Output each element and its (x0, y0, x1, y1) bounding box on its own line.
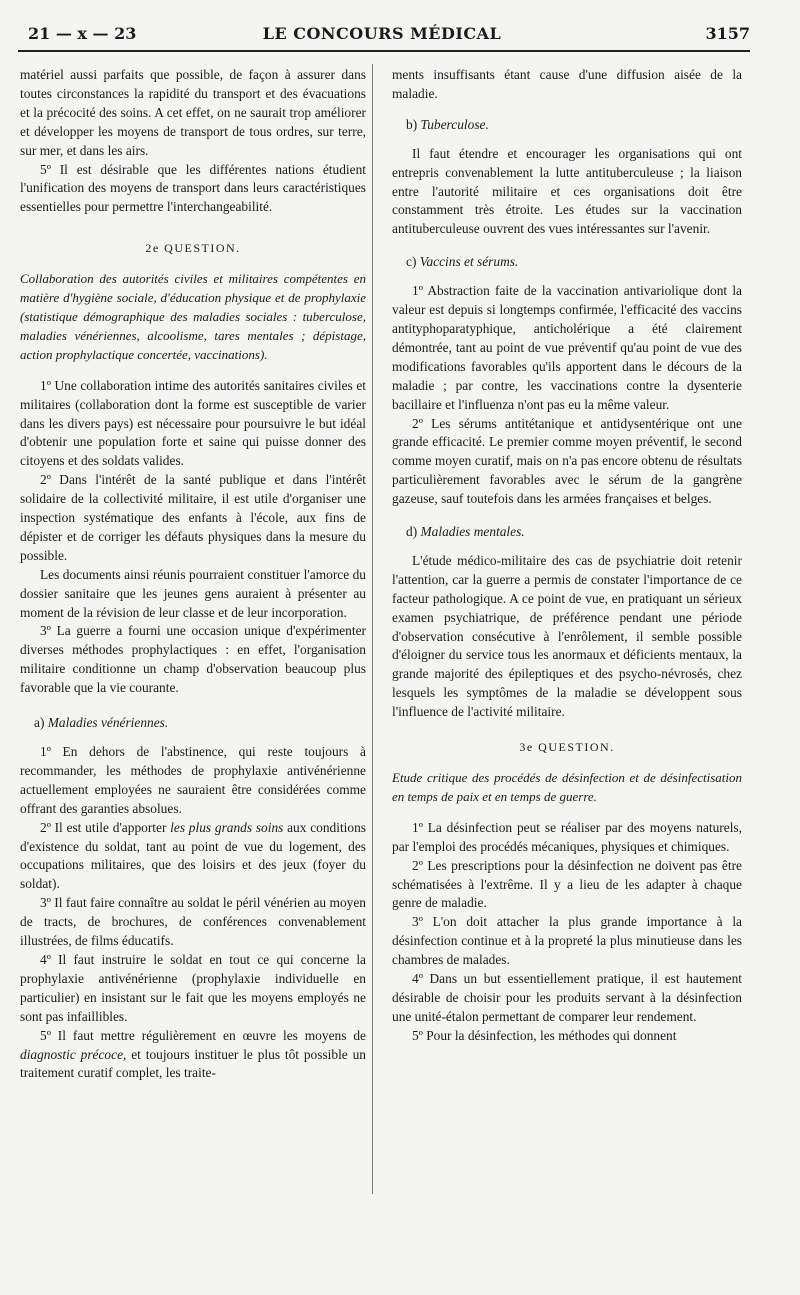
paragraph: matériel aussi parfaits que possible, de façon à assurer dans toutes circonstances la rapidité du transport et des évacuations et la précocité des soins. A cet effet, on ne saurait trop améliorer et développer les moyens de transport de tous ordres, sur terre, sur mer, et dans les airs. (20, 67, 366, 158)
italic-run: diagnostic précoce (20, 1046, 124, 1062)
paragraph: 1º Abstraction faite de la vaccination antivariolique dont la valeur est depuis si longtemps confirmée, l'efficacité des vaccins antityphoparatyphique, anticholérique a été clairement démontrée, tant au point de vue préventif qu'au point de vue des modifications favorables qu'ils apportent dans le décours de la maladie ; par contre, les vaccinations contre la dysenterie bacillaire et l'influenza n'ont pas eu la même valeur. (392, 283, 742, 412)
paragraph: 1º La désinfection peut se réaliser par des moyens naturels, par l'emploi des procédés mécaniques, physiques et chimiques. (392, 819, 742, 854)
question-title: Collaboration des autorités civiles et militaires compétentes en matière d'hygiène sociale, d'éducation physique et de prophylaxie (statistique démographique des maladies sociales : tuberculose, maladies vénériennes, alcoolisme, tares mentales ; dépistage, action prophylactique concertée, vaccinations). (20, 271, 366, 362)
subsection-heading (392, 253, 742, 272)
paragraph: 4º Dans un but essentiellement pratique, il est hautement désirable de choisir pour les produits servant à la désinfection une unité-étalon permettant de comparer leur rendement. (392, 971, 742, 1024)
issue-date: 21 — x — 23 (28, 24, 137, 43)
subsection-label: d) (406, 524, 418, 540)
right-column (392, 66, 742, 1046)
paragraph: 3º La guerre a fourni une occasion unique d'expérimenter diverses méthodes prophylactiques : en effet, l'organisation militaire conditionne un champ d'observation beaucoup plus favorable que la vie courante. (20, 623, 366, 696)
paragraph: 1º En dehors de l'abstinence, qui reste toujours à recommander, les méthodes de prophylaxie antivénérienne actuellement employées ne sauraient être considérées comme offrant des garanties absolues. (20, 744, 366, 816)
paragraph: Les documents ainsi réunis pourraient constituer l'amorce du dossier sanitaire que les jeunes gens auraient à présenter au moment de la révision de leur classe et de leur incorporation. (20, 566, 366, 620)
subsection-title: Vaccins et sérums. (419, 254, 519, 270)
paragraph (20, 819, 366, 895)
question-heading: 2e QUESTION. (145, 241, 241, 256)
text-run: 2º Il est utile d'apporter (40, 819, 171, 835)
subsection-title: Maladies mentales. (420, 524, 525, 540)
subsection-title: Maladies vénériennes. (47, 715, 169, 731)
column-divider (372, 64, 373, 1194)
paragraph: 3º L'on doit attacher la plus grande importance à la désinfection continue et à la propreté la plus minutieuse dans les chambres de malades. (392, 914, 742, 968)
text-run: , et toujours instituer le plus tôt possible un traitement curatif complet, les traite- (20, 1046, 366, 1081)
subsection-heading (20, 714, 366, 733)
paragraph: Il faut étendre et encourager les organisations qui ont entrepris convenablement la lutte antituberculeuse ; la liaison entre l'autorité militaire et ces organisations doit être constamment très étroite. Les études sur la vaccination antituberculeuse ouvrent des vues intéressantes sur l'avenir. (392, 145, 742, 237)
paragraph: 2º Les sérums antitétanique et antidysentérique ont une grande efficacité. Le premier comme moyen préventif, le second comme moyen curatif, mais on n'a pas encore obtenu de résultats particulièrement favorables avec le sérum de la gangrène gazeuse, sauf toutefois dans les armées françaises et belges. (392, 415, 742, 507)
paragraph: 2º Les prescriptions pour la désinfection ne doivent pas être schématisées à l'extrême. Il y a lieu de les adapter à chaque genre de maladie. (392, 857, 742, 911)
subsection-title: Tuberculose. (420, 116, 489, 132)
text-run: 5º Il faut mettre régulièrement en œuvre les moyens de (40, 1027, 366, 1043)
paragraph: 5º Il est désirable que les différentes nations étudient l'unification des moyens de transport dans leurs caractéristiques essentielles pour permettre l'interchangeabilité. (20, 161, 366, 215)
paragraph: 3º Il faut faire connaître au soldat le péril vénérien au moyen de tracts, de brochures, de conférences convenablement illustrées, de films éducatifs. (20, 895, 366, 949)
paragraph: ments insuffisants étant cause d'une diffusion aisée de la maladie. (392, 67, 742, 101)
paragraph: 2º Dans l'intérêt de la santé publique et dans l'intérêt solidaire de la collectivité militaire, il est utile d'organiser une inspection systématique des enfants à l'école, aux fins de dépister et de corriger les défauts physiques dans la mesure du possible. (20, 472, 366, 563)
paragraph: 5º Pour la désinfection, les méthodes qui donnent (412, 1027, 677, 1043)
paragraph (20, 1027, 366, 1084)
page-header (14, 24, 750, 48)
subsection-label: c) (406, 254, 417, 270)
question-title: Etude critique des procédés de désinfection et de désinfectisation en temps de paix et en temps de guerre. (392, 770, 742, 804)
paragraph: 1º Une collaboration intime des autorités sanitaires civiles et militaires (collaboration dont la forme est susceptible de varier dans les divers pays) est nécessaire pour poursuivre le but idéal d'obtenir une population forte et saine qui puisse donner des citoyens et des soldats valides. (20, 377, 366, 469)
paragraph: L'étude médico-militaire des cas de psychiatrie doit retenir l'attention, car la guerre a permis de constater l'importance de ce facteur pathologique. A ce point de vue, en pratiquant un sérieux examen psychiatrique, de préférence pendant une période d'observation consécutive à l'enrôlement, il semble possible d'éloigner du service tous les anormaux et déficients mentaux, la grande majorité des épileptiques et des psycho-névrosés, chez lesquels les symptômes de la maladie se développent sous l'influence de l'activité militaire. (392, 552, 742, 720)
question-heading: 3e QUESTION. (519, 740, 615, 755)
left-column (20, 66, 366, 1083)
subsection-heading (392, 116, 742, 135)
subsection-label: b) (406, 116, 418, 132)
paragraph: 4º Il faut instruire le soldat en tout ce qui concerne la prophylaxie antivénérienne (prophylaxie individuelle en particulier) en insistant sur le fait que les moyens employés ne sont pas infaillibles. (20, 951, 366, 1024)
journal-title: LE CONCOURS MÉDICAL (262, 24, 502, 43)
italic-run: les plus grands soins (170, 819, 284, 835)
page-number: 3157 (705, 24, 750, 43)
header-rule (18, 50, 750, 52)
subsection-heading (392, 523, 742, 542)
subsection-label: a) (34, 715, 45, 731)
text-run: aux conditions d'existence du soldat, tant au point de vue du logement, des occupations militaires, que des loisirs et des jeux (foyer du soldat). (20, 819, 366, 892)
